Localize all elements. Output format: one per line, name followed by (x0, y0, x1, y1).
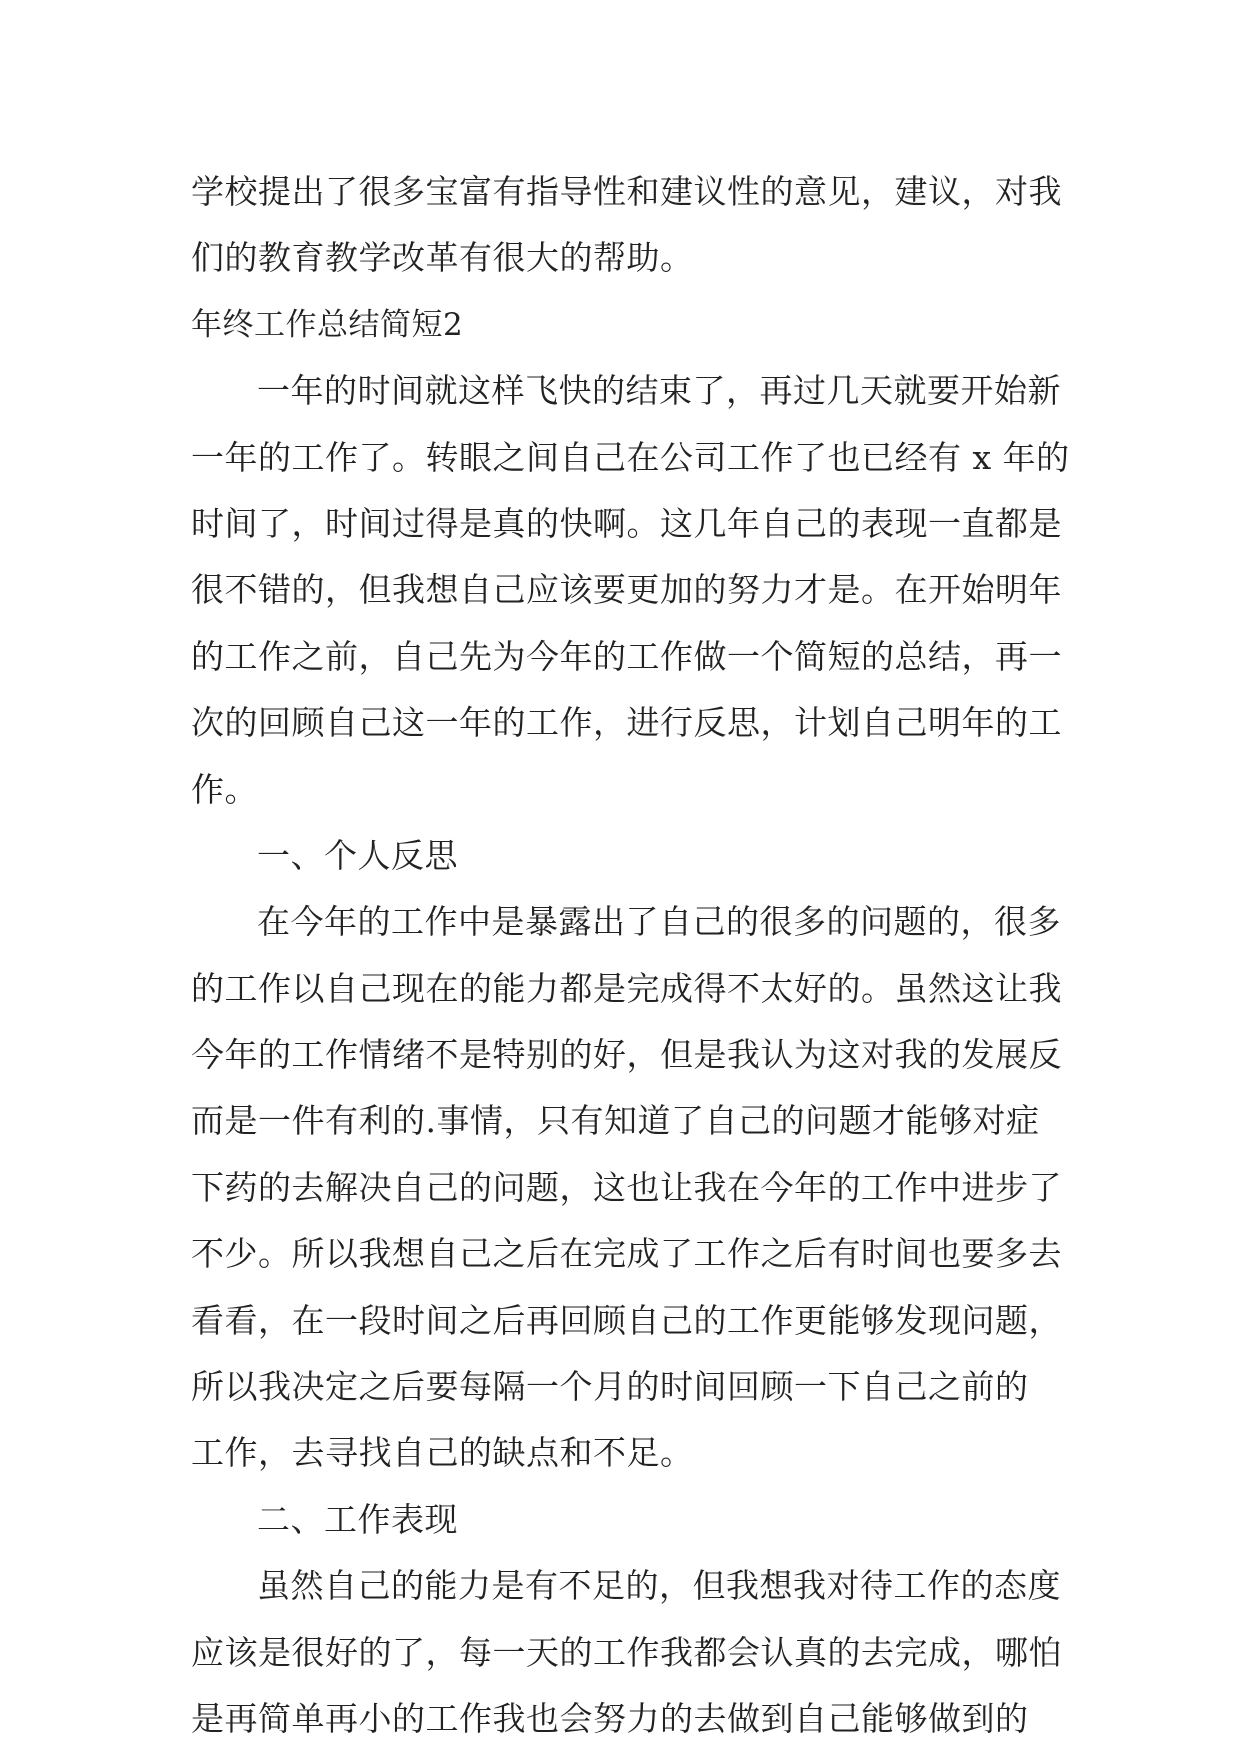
body-line: 的工作以自己现在的能力都是完成得不太好的。虽然这让我 (191, 968, 1062, 1008)
document-body (191, 159, 1071, 1752)
body-line: 是再简单再小的工作我也会努力的去做到自己能够做到的 (191, 1698, 1029, 1738)
body-line: 次的回顾自己这一年的工作，进行反思，计划自己明年的工 (191, 703, 1062, 743)
body-line: 很不错的，但我想自己应该要更加的努力才是。在开始明年 (191, 570, 1062, 610)
paragraph-start: 一年的时间就这样飞快的结束了，再过几天就要开始新 (257, 371, 1061, 411)
body-line: 不少。所以我想自己之后在完成了工作之后有时间也要多去 (191, 1234, 1062, 1274)
paragraph-start: 在今年的工作中是暴露出了自己的很多的问题的，很多 (257, 902, 1061, 942)
body-line: 所以我决定之后要每隔一个月的时间回顾一下自己之前的 (191, 1367, 1029, 1407)
body-line: 时间了，时间过得是真的快啊。这几年自己的表现一直都是 (191, 503, 1062, 543)
body-line: 一年的工作了。转眼之间自己在公司工作了也已经有 x 年的 (191, 437, 1070, 477)
body-line: 学校提出了很多宝富有指导性和建议性的意见，建议，对我 (191, 172, 1062, 211)
body-line: 下药的去解决自己的问题，这也让我在今年的工作中进步了 (191, 1167, 1062, 1207)
section-title: 年终工作总结简短2 (191, 306, 464, 343)
body-line: 的工作之前，自己先为今年的工作做一个简短的总结，再一 (191, 636, 1062, 676)
subsection-heading: 二、工作表现 (257, 1499, 458, 1539)
subsection-heading: 一、个人反思 (257, 835, 458, 875)
body-line: 工作，去寻找自己的缺点和不足。 (191, 1433, 694, 1473)
body-line: 看看，在一段时间之后再回顾自己的工作更能够发现问题， (191, 1300, 1062, 1340)
paragraph-start: 虽然自己的能力是有不足的，但我想我对待工作的态度 (257, 1566, 1061, 1606)
body-line: 们的教育教学改革有很大的帮助。 (191, 238, 694, 278)
body-line: 而是一件有利的.事情，只有知道了自己的问题才能够对症 (191, 1101, 1040, 1141)
body-line: 今年的工作情绪不是特别的好，但是我认为这对我的发展反 (191, 1035, 1062, 1075)
body-line: 应该是很好的了，每一天的工作我都会认真的去完成，哪怕 (191, 1632, 1062, 1672)
body-line: 作。 (191, 769, 258, 809)
